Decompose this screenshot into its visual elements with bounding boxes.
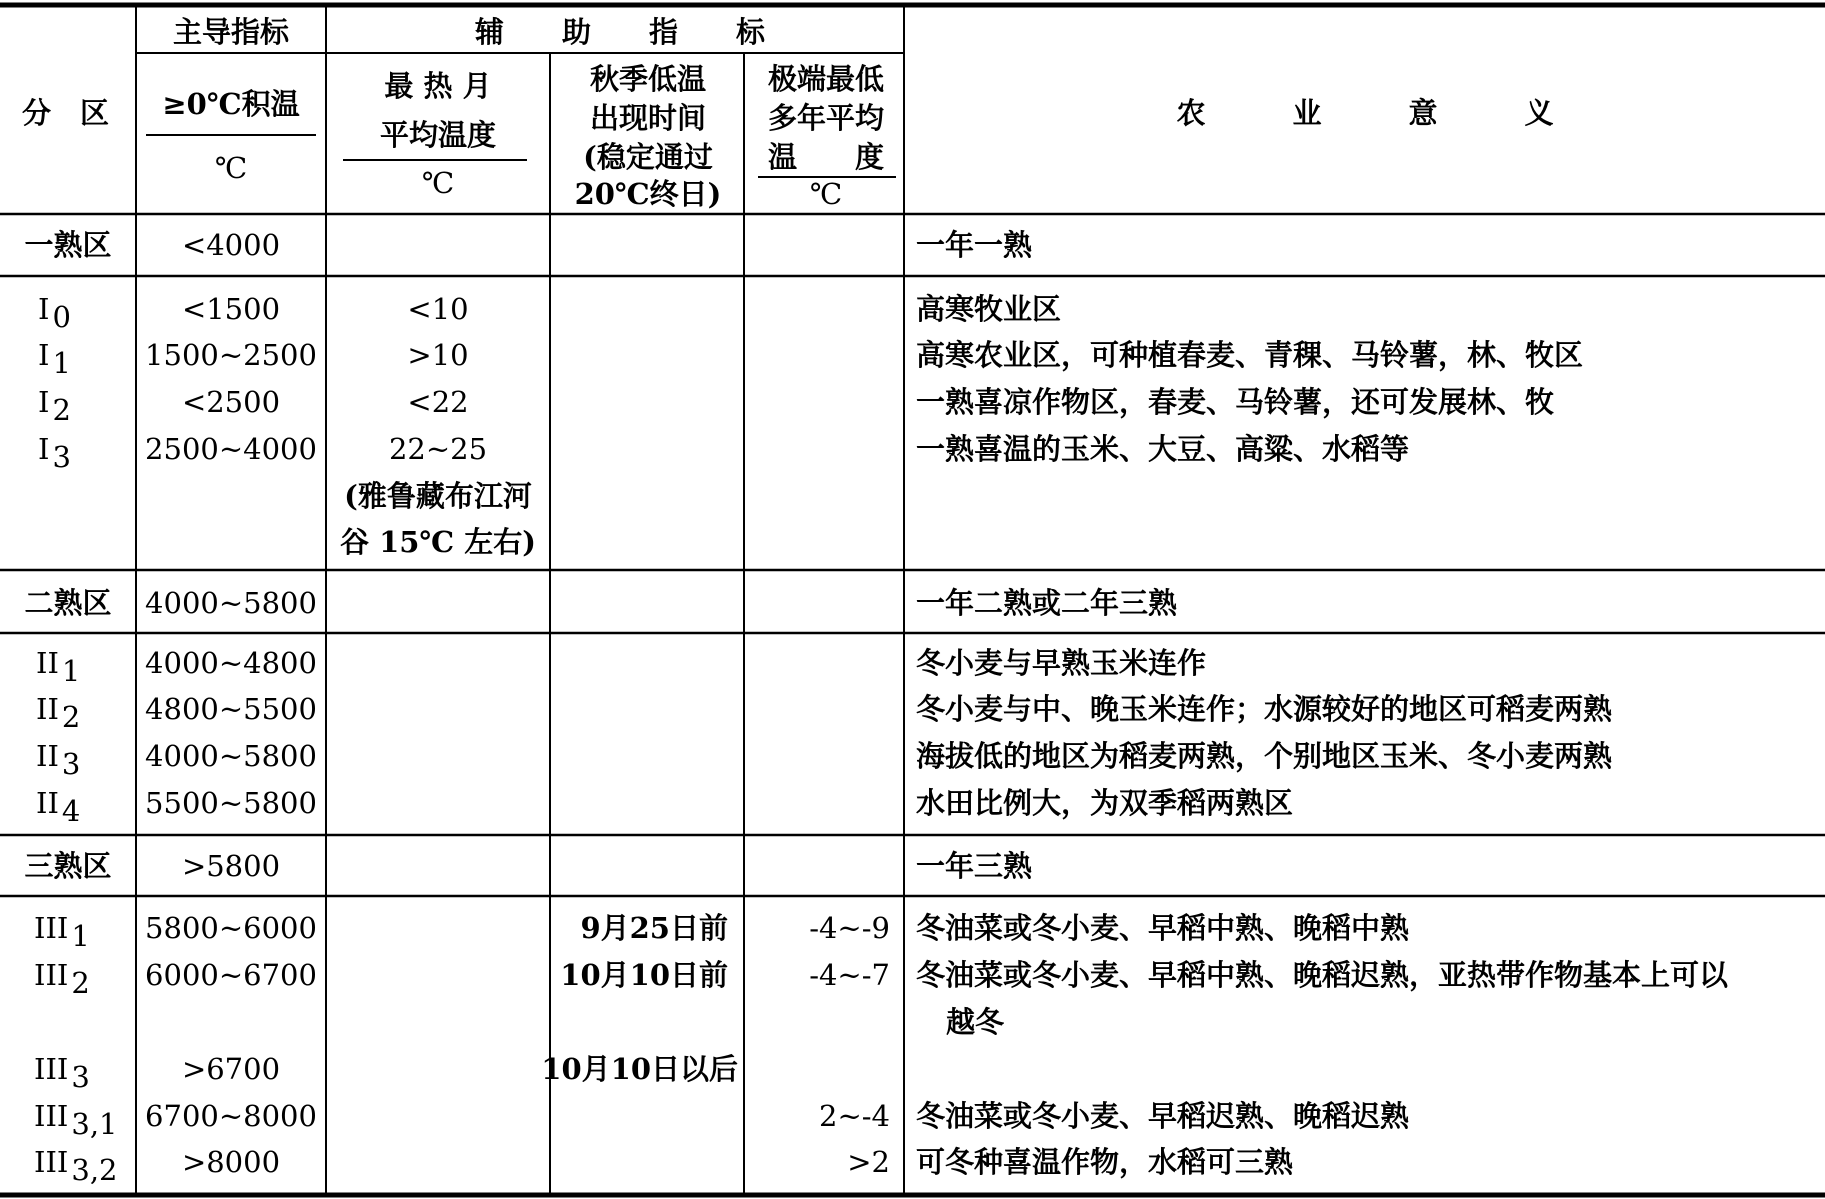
meaning-text: 高寒农业区，可种植春麦、青稞、马铃薯，林、牧区 — [916, 338, 1584, 372]
accum-value: 4800~5500 — [145, 692, 317, 726]
table-row — [38, 338, 1583, 380]
header-extreme-unit: ℃ — [809, 177, 843, 211]
header-extreme-1: 极端最低 — [767, 62, 885, 96]
autumn-date: 9月25日前 — [580, 911, 728, 945]
meaning-text-cont: 越冬 — [946, 1005, 1005, 1039]
section-meaning: 一年三熟 — [916, 849, 1033, 883]
table-row — [34, 911, 1410, 953]
hottest-note: (雅鲁藏布江河 — [344, 479, 532, 513]
section-double-crop — [24, 586, 1613, 828]
zone-code: III 3 — [34, 1052, 90, 1094]
section-accum: <4000 — [181, 228, 281, 262]
meaning-text: 冬小麦与早熟玉米连作 — [916, 646, 1207, 680]
header-accum-temp: ≥0℃积温 — [162, 87, 300, 121]
section-name: 三熟区 — [24, 849, 112, 883]
accum-value: >6700 — [181, 1052, 281, 1086]
hottest-value: <10 — [407, 292, 469, 326]
meaning-text: 一熟喜温的玉米、大豆、高粱、水稻等 — [916, 432, 1410, 466]
header-hottest-month-1: 最 热 月 — [384, 69, 492, 103]
table-row — [36, 692, 1613, 734]
section-name: 二熟区 — [24, 586, 112, 620]
header-extreme-2: 多年平均 — [767, 101, 885, 135]
hottest-value: 22~25 — [388, 432, 488, 466]
extreme-value: -4~-7 — [809, 958, 890, 992]
table-row — [36, 786, 1293, 828]
meaning-text: 一熟喜凉作物区，春麦、马铃薯，还可发展林、牧 — [916, 385, 1555, 419]
accum-value: <1500 — [181, 292, 281, 326]
section-triple-crop — [24, 849, 1729, 1187]
section-accum: >5800 — [181, 849, 281, 883]
header-autumn-4: 20℃终日) — [574, 177, 722, 211]
hottest-value: >10 — [407, 338, 469, 372]
accum-value: 2500~4000 — [145, 432, 317, 466]
section-name: 一熟区 — [24, 228, 112, 262]
zone-code: I 0 — [38, 292, 71, 334]
table-row — [34, 1099, 1410, 1141]
header-accum-unit: ℃ — [214, 151, 248, 185]
header-hottest-month-2: 平均温度 — [379, 118, 497, 152]
header-autumn-1: 秋季低温 — [589, 62, 707, 96]
table-row — [34, 1052, 738, 1094]
accum-value: 4000~5800 — [145, 739, 317, 773]
meaning-text: 冬油菜或冬小麦、早稻中熟、晚稻中熟 — [916, 911, 1410, 945]
header-autumn-2: 出现时间 — [589, 101, 707, 135]
header-extreme-3: 温 度 — [767, 140, 885, 174]
section-single-crop — [24, 228, 1583, 559]
autumn-date: 10月10日以后 — [541, 1052, 738, 1086]
hottest-note: 谷 15℃ 左右) — [339, 525, 537, 559]
header-hottest-unit: ℃ — [421, 166, 455, 200]
hottest-value: <22 — [407, 385, 469, 419]
meaning-text: 海拔低的地区为稻麦两熟，个别地区玉米、冬小麦两熟 — [916, 739, 1613, 773]
header-main-indicator: 主导指标 — [172, 15, 290, 49]
zone-code: II 2 — [36, 692, 81, 734]
section-meaning: 一年一熟 — [916, 228, 1033, 262]
zone-code: III 3,2 — [34, 1145, 118, 1187]
zone-code: I 1 — [38, 338, 71, 380]
table-row — [36, 739, 1613, 781]
accum-value: <2500 — [181, 385, 281, 419]
header-aux-indicator: 辅 助 指 标 — [474, 15, 766, 49]
accum-value: 1500~2500 — [145, 338, 317, 372]
zone-code: I 2 — [38, 385, 71, 427]
zone-code: II 3 — [36, 739, 81, 781]
table-header — [22, 15, 1554, 211]
header-agri-meaning: 农 业 意 义 — [1176, 96, 1554, 130]
meaning-text: 冬小麦与中、晚玉米连作；水源较好的地区可稻麦两熟 — [916, 692, 1613, 726]
header-autumn-3: (稳定通过 — [583, 140, 713, 174]
meaning-text: 水田比例大，为双季稻两熟区 — [916, 786, 1294, 820]
zone-code: III 1 — [34, 911, 90, 953]
meaning-text: 冬油菜或冬小麦、早稻中熟、晚稻迟熟，亚热带作物基本上可以 — [916, 958, 1729, 992]
header-zone: 分 区 — [22, 96, 110, 130]
section-accum: 4000~5800 — [145, 586, 317, 620]
accum-value: 5500~5800 — [145, 786, 317, 820]
meaning-text: 冬油菜或冬小麦、早稻迟熟、晚稻迟熟 — [916, 1099, 1410, 1133]
section-meaning: 一年二熟或二年三熟 — [916, 586, 1178, 620]
zone-code: II 1 — [36, 646, 81, 688]
meaning-text: 高寒牧业区 — [916, 292, 1062, 326]
autumn-date: 10月10日前 — [560, 958, 728, 992]
table-row — [38, 385, 1554, 427]
accum-value: 6000~6700 — [145, 958, 317, 992]
table-row — [36, 646, 1206, 688]
table-row — [38, 432, 1409, 474]
accum-value: 5800~6000 — [145, 911, 317, 945]
accum-value: >8000 — [181, 1145, 281, 1179]
zone-code: III 3,1 — [34, 1099, 118, 1141]
zone-code: I 3 — [38, 432, 71, 474]
accum-value: 4000~4800 — [145, 646, 317, 680]
zone-code: III 2 — [34, 958, 90, 1000]
accum-value: 6700~8000 — [145, 1099, 317, 1133]
meaning-text: 可冬种喜温作物，水稻可三熟 — [916, 1145, 1294, 1179]
extreme-value: >2 — [847, 1145, 890, 1179]
extreme-value: -4~-9 — [809, 911, 890, 945]
table-row — [34, 1145, 1294, 1187]
table-row — [34, 958, 1729, 1039]
extreme-value: 2~-4 — [819, 1099, 890, 1133]
zone-code: II 4 — [36, 786, 81, 828]
